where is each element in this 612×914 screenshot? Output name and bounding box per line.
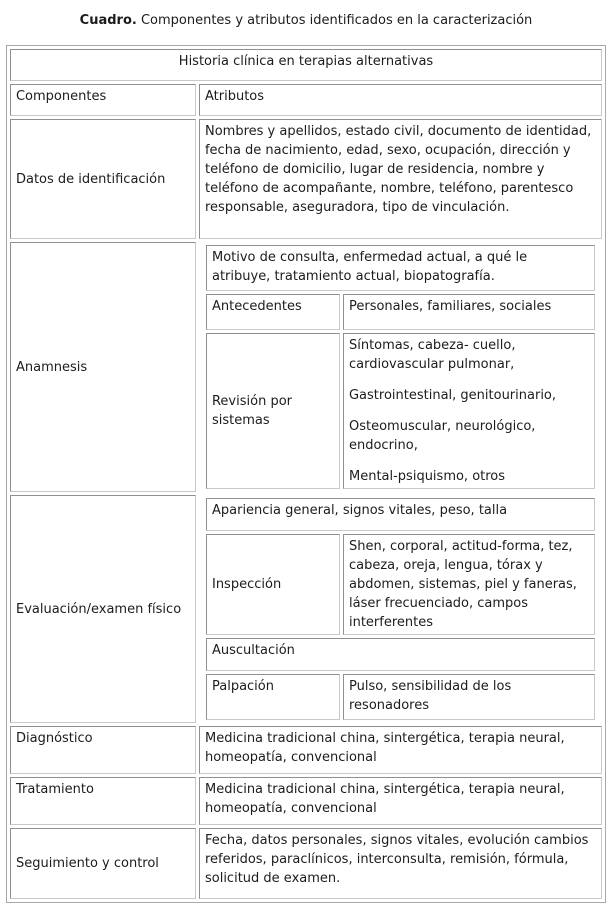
sub-detail-cell: Pulso, sensibilidad de los resonadores — [343, 674, 595, 720]
sub-label-cell: Revisión por sistemas — [206, 333, 340, 489]
table-row — [10, 242, 602, 492]
attributes-nested-cell — [199, 495, 602, 723]
sub-label-cell: Auscultación — [206, 638, 595, 671]
sub-row — [206, 674, 595, 720]
sub-row — [206, 498, 595, 531]
characterization-table — [6, 45, 606, 903]
table-title-cell: Historia clínica en terapias alternativas — [10, 49, 602, 81]
table-row — [10, 777, 602, 825]
attributes-cell: Fecha, datos personales, signos vitales, evolución cambios referidos, paraclínicos, interconsulta, remisión, fórmula, solicitud de examen. — [199, 828, 602, 899]
attributes-nested-cell — [199, 242, 602, 492]
caption-text: Componentes y atributos identificados en la caracterización — [136, 13, 533, 28]
sub-label-cell: Antecedentes — [206, 294, 340, 330]
table-row — [10, 495, 602, 723]
component-cell: Evaluación/examen físico — [10, 495, 196, 723]
column-header-atributos: Atributos — [199, 84, 602, 116]
sub-row — [206, 245, 595, 291]
component-cell: Datos de identificación — [10, 119, 196, 239]
table-row — [10, 726, 602, 774]
table-header-row — [10, 49, 602, 81]
sub-detail-cell: Personales, familiares, sociales — [343, 294, 595, 330]
sub-intro-cell: Motivo de consulta, enfermedad actual, a qué le atribuye, tratamiento actual, biopatografía. — [206, 245, 595, 291]
column-header-row — [10, 84, 602, 116]
table-row — [10, 828, 602, 899]
component-cell: Seguimiento y control — [10, 828, 196, 899]
sub-row — [206, 638, 595, 671]
component-cell: Tratamiento — [10, 777, 196, 825]
sub-row — [206, 333, 595, 489]
table-row — [10, 119, 602, 239]
component-cell: Diagnóstico — [10, 726, 196, 774]
table-caption — [0, 0, 612, 30]
examen-fisico-subtable — [203, 495, 598, 723]
sub-detail-cell: Shen, corporal, actitud-forma, tez, cabeza, oreja, lengua, tórax y abdomen, sistemas, piel y faneras, láser frecuenciado, campos interferentes — [343, 534, 595, 635]
attributes-cell: Medicina tradicional china, sintergética, terapia neural, homeopatía, convencional — [199, 726, 602, 774]
attributes-cell: Medicina tradicional china, sintergética, terapia neural, homeopatía, convencional — [199, 777, 602, 825]
anamnesis-subtable — [203, 242, 598, 492]
sub-row — [206, 294, 595, 330]
attributes-cell: Nombres y apellidos, estado civil, documento de identidad, fecha de nacimiento, edad, sexo, ocupación, dirección y teléfono de domicilio, lugar de residencia, nombre y teléfono de acompañante, nombre, teléfono, parentesco responsable, aseguradora, tipo de vinculación. — [199, 119, 602, 239]
sub-row — [206, 534, 595, 635]
column-header-componentes: Componentes — [10, 84, 196, 116]
sub-label-cell: Inspección — [206, 534, 340, 635]
sub-intro-cell: Apariencia general, signos vitales, peso, talla — [206, 498, 595, 531]
sub-detail-cell: Síntomas, cabeza- cuello, cardiovascular pulmonar, Gastrointestinal, genitourinario, Osteomuscular, neurológico, endocrino, Mental-psiquismo, otros — [343, 333, 595, 489]
component-cell: Anamnesis — [10, 242, 196, 492]
sub-label-cell: Palpación — [206, 674, 340, 720]
caption-label: Cuadro. — [79, 13, 137, 28]
